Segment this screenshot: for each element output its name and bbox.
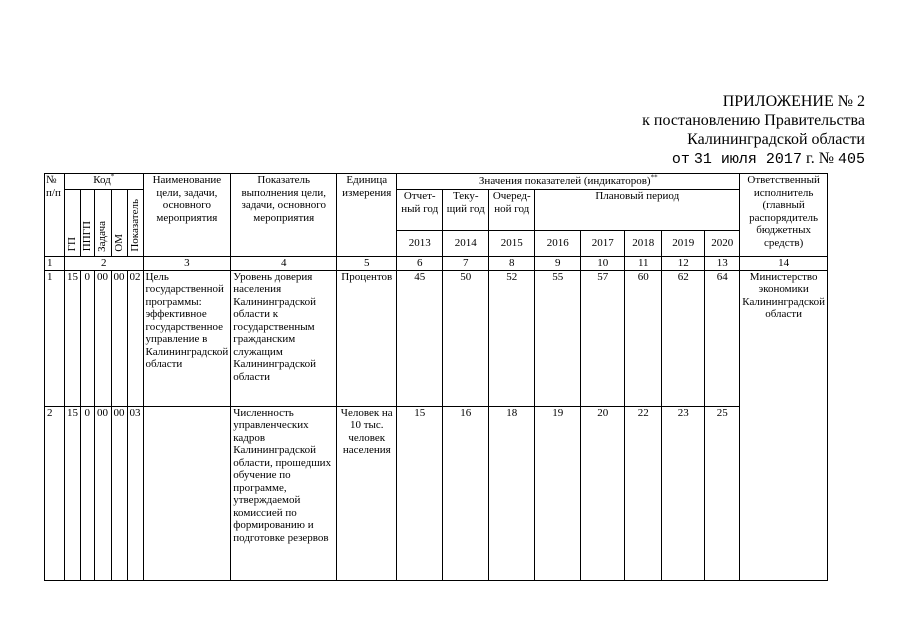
value-cell: 64 bbox=[705, 270, 740, 406]
year-cell: 2015 bbox=[489, 231, 535, 257]
year-cell: 2014 bbox=[443, 231, 489, 257]
value-cell: 16 bbox=[443, 406, 489, 580]
col-number: 5 bbox=[337, 257, 397, 271]
year-cell: 2013 bbox=[397, 231, 443, 257]
code-indicator: 02 bbox=[127, 270, 143, 406]
code-indicator: 03 bbox=[127, 406, 143, 580]
goal-name: Цель государственной программы: эффективное государственное управление в Калининградской области bbox=[143, 270, 231, 406]
header-code: Код* bbox=[65, 174, 144, 190]
value-cell: 55 bbox=[535, 270, 581, 406]
value-cell: 15 bbox=[397, 406, 443, 580]
value-cell: 62 bbox=[662, 270, 705, 406]
col-number: 7 bbox=[443, 257, 489, 271]
header-code-gp: ГП bbox=[65, 190, 81, 257]
col-number: 6 bbox=[397, 257, 443, 271]
year-cell: 2020 bbox=[705, 231, 740, 257]
col-number: 3 bbox=[143, 257, 231, 271]
row-num: 1 bbox=[45, 270, 65, 406]
code-om: 00 bbox=[111, 406, 127, 580]
code-gp: 15 bbox=[65, 406, 81, 580]
year-cell: 2017 bbox=[581, 231, 625, 257]
indicator-name: Уровень доверия населения Калининградской области к государственным гражданским служащим Калининградской области bbox=[231, 270, 337, 406]
indicator-name: Численность управленческих кадров Калининградской области, прошедших обучение по программе, утверждаемой комиссией по формированию и подготовке резервов bbox=[231, 406, 337, 580]
row-num: 2 bbox=[45, 406, 65, 580]
year-cell: 2018 bbox=[625, 231, 662, 257]
column-number-row bbox=[45, 257, 828, 271]
date-prefix: от bbox=[671, 151, 690, 168]
table-row bbox=[45, 270, 828, 406]
col-number: 13 bbox=[705, 257, 740, 271]
header-report-year: Отчет-ный год bbox=[397, 190, 443, 231]
appendix-date-line bbox=[642, 149, 865, 169]
header-code-task: Задача bbox=[94, 190, 111, 257]
code-task: 00 bbox=[94, 406, 111, 580]
col-number: 8 bbox=[489, 257, 535, 271]
header-responsible: Ответственный исполнитель (главный распорядитель бюджетных средств) bbox=[740, 174, 828, 257]
value-cell: 25 bbox=[705, 406, 740, 580]
value-cell: 20 bbox=[581, 406, 625, 580]
header-plan-period: Плановый период bbox=[535, 190, 740, 231]
document-number: 405 bbox=[837, 151, 865, 168]
value-cell: 19 bbox=[535, 406, 581, 580]
year-cell: 2019 bbox=[662, 231, 705, 257]
value-cell: 18 bbox=[489, 406, 535, 580]
date-value: 31 июля 2017 bbox=[693, 151, 802, 168]
col-number: 11 bbox=[625, 257, 662, 271]
code-task: 00 bbox=[94, 270, 111, 406]
code-gp: 15 bbox=[65, 270, 81, 406]
value-cell: 52 bbox=[489, 270, 535, 406]
col-number: 9 bbox=[535, 257, 581, 271]
document-header bbox=[642, 92, 865, 169]
header-code-om: ОМ bbox=[111, 190, 127, 257]
unit: Человек на 10 тыс. человек населения bbox=[337, 406, 397, 580]
responsible bbox=[740, 406, 828, 580]
header-code-ppgp: ППГП bbox=[81, 190, 95, 257]
value-cell: 45 bbox=[397, 270, 443, 406]
col-number: 10 bbox=[581, 257, 625, 271]
header-name: Наименование цели, задачи, основного мероприятия bbox=[143, 174, 231, 257]
appendix-title: ПРИЛОЖЕНИЕ № 2 bbox=[722, 93, 865, 110]
header-num: № п/п bbox=[45, 174, 65, 257]
year-cell: 2016 bbox=[535, 231, 581, 257]
col-number: 2 bbox=[65, 257, 144, 271]
header-next-year: Очеред-ной год bbox=[489, 190, 535, 231]
appendix-region: Калининградской области bbox=[687, 131, 865, 148]
value-cell: 60 bbox=[625, 270, 662, 406]
value-cell: 23 bbox=[662, 406, 705, 580]
value-cell: 22 bbox=[625, 406, 662, 580]
appendix-subtitle: к постановлению Правительства bbox=[642, 112, 865, 129]
col-number: 1 bbox=[45, 257, 65, 271]
code-ppgp: 0 bbox=[81, 270, 95, 406]
header-values: Значения показателей (индикаторов)** bbox=[397, 174, 740, 190]
code-ppgp: 0 bbox=[81, 406, 95, 580]
table-row bbox=[45, 406, 828, 580]
indicators-table bbox=[44, 173, 828, 581]
header-unit: Единица измерения bbox=[337, 174, 397, 257]
value-cell: 50 bbox=[443, 270, 489, 406]
responsible: Министерство экономики Калининградской области bbox=[740, 270, 828, 406]
col-number: 12 bbox=[662, 257, 705, 271]
col-number: 14 bbox=[740, 257, 828, 271]
value-cell: 57 bbox=[581, 270, 625, 406]
unit: Процентов bbox=[337, 270, 397, 406]
date-mid: г. № bbox=[805, 150, 834, 167]
header-code-indicator: Показатель bbox=[127, 190, 143, 257]
header-indicator: Показатель выполнения цели, задачи, основного мероприятия bbox=[231, 174, 337, 257]
code-om: 00 bbox=[111, 270, 127, 406]
col-number: 4 bbox=[231, 257, 337, 271]
header-current-year: Теку-щий год bbox=[443, 190, 489, 231]
goal-name bbox=[143, 406, 231, 580]
